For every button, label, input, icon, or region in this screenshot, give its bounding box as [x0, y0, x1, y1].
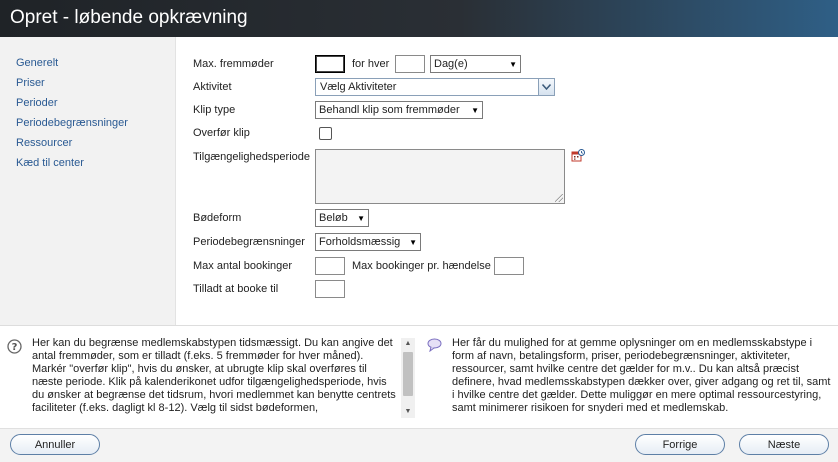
sidebar	[0, 37, 176, 325]
max-bookings-label: Max antal bookinger	[193, 260, 293, 272]
sidebar-item-ressourcer[interactable]: Ressourcer	[16, 137, 73, 149]
max-attendances-label: Max. fremmøder	[193, 58, 274, 70]
scrollbar-thumb[interactable]	[403, 352, 413, 396]
max-attendances-input[interactable]	[315, 55, 345, 73]
fine-form-select[interactable]	[315, 209, 369, 227]
svg-text:?: ?	[11, 342, 18, 354]
clip-type-value: Behandl klip som fremmøder	[319, 104, 460, 116]
period-limits-value: Forholdsmæssig	[319, 236, 401, 248]
interval-unit-select[interactable]	[430, 55, 521, 73]
max-bookings-per-event-label: Max bookinger pr. hændelse	[352, 260, 491, 272]
sidebar-item-priser[interactable]: Priser	[16, 77, 45, 89]
allowed-to-book-input[interactable]	[315, 280, 345, 298]
period-limits-select[interactable]	[315, 233, 421, 251]
speech-bubble-icon	[427, 338, 442, 352]
clip-type-select[interactable]	[315, 101, 483, 119]
activity-value: Vælg Aktiviteter	[320, 81, 397, 93]
help-question-icon	[7, 339, 22, 354]
footer-bar	[0, 428, 838, 462]
activity-dropdown-button[interactable]	[538, 78, 555, 96]
title-bar	[0, 0, 838, 37]
chevron-down-icon: ▼	[471, 105, 479, 115]
previous-button[interactable]: Forrige	[635, 434, 725, 455]
fine-form-label: Bødeform	[193, 212, 242, 224]
sidebar-item-periodebegraensninger[interactable]: Periodebegrænsninger	[16, 117, 128, 129]
transfer-clip-label: Overfør klip	[193, 127, 250, 139]
calendar-icon[interactable]	[571, 149, 585, 163]
availability-textarea[interactable]	[315, 149, 565, 204]
per-label: for hver	[352, 58, 390, 70]
form-panel	[177, 37, 838, 325]
help-text-right: Her får du mulighed for at gemme oplysninger om en medlemsskabstype i form af navn, betalingsform, priser, periodebegrænsninger, aktiviteter, ressourcer, samt hvilke centre det gælder for m.v.. Du kan altså præcist definere, hvad medlemsskabstypen dækker over, giver adgang og ret til, samt i hvilke centre det gælder. Dette muliggør en mere optimal ressourcestyring, samt minimerer risikoen for snyderi med et medlemskab.	[452, 337, 831, 414]
max-bookings-per-event-input[interactable]	[494, 257, 524, 275]
chevron-down-icon	[542, 84, 551, 90]
help-panel	[0, 325, 838, 428]
fine-form-value: Beløb	[319, 212, 348, 224]
activity-combobox[interactable]	[315, 78, 539, 96]
chevron-down-icon: ▼	[509, 59, 517, 69]
allowed-to-book-label: Tilladt at booke til	[193, 283, 279, 295]
chevron-down-icon: ▼	[409, 237, 417, 247]
sidebar-item-kaed-til-center[interactable]: Kæd til center	[16, 157, 84, 169]
transfer-clip-checkbox[interactable]	[319, 127, 332, 140]
help-text-left: Her kan du begrænse medlemskabstypen tidsmæssigt. Du kan angive det antal fremmøder, som er tilladt (f.eks. 5 fremmøder for hver måned). Markér "overfør klip", hvis du ønsker, at ubrugte klip skal overføres til næste periode. Klik på kalenderikonet udfor tilgængelighedsperiode, hvis du ønsker at begrænse det tidsrum, hvori medlemmet kan benytte centrets faciliteter (f.eks. dagligt kl 8-12). Vælg til sidst bødeformen,	[32, 337, 396, 414]
sidebar-item-generelt[interactable]: Generelt	[16, 57, 59, 69]
scroll-up-icon[interactable]: ▲	[404, 340, 412, 347]
clip-type-label: Klip type	[193, 104, 236, 116]
help-scrollbar[interactable]	[401, 338, 415, 418]
scroll-down-icon[interactable]: ▼	[404, 408, 412, 415]
activity-label: Aktivitet	[193, 81, 232, 93]
resize-handle-icon[interactable]	[555, 194, 563, 202]
availability-label: Tilgængelighedsperiode	[193, 151, 311, 163]
interval-unit-value: Dag(e)	[434, 58, 468, 70]
chevron-down-icon: ▼	[357, 213, 365, 223]
max-bookings-input[interactable]	[315, 257, 345, 275]
cancel-button[interactable]: Annuller	[10, 434, 100, 455]
sidebar-item-perioder[interactable]: Perioder	[16, 97, 58, 109]
per-interval-input[interactable]	[395, 55, 425, 73]
window-title: Opret - løbende opkrævning	[10, 7, 248, 28]
next-button[interactable]: Næste	[739, 434, 829, 455]
period-limits-label: Periodebegrænsninger	[193, 236, 305, 248]
